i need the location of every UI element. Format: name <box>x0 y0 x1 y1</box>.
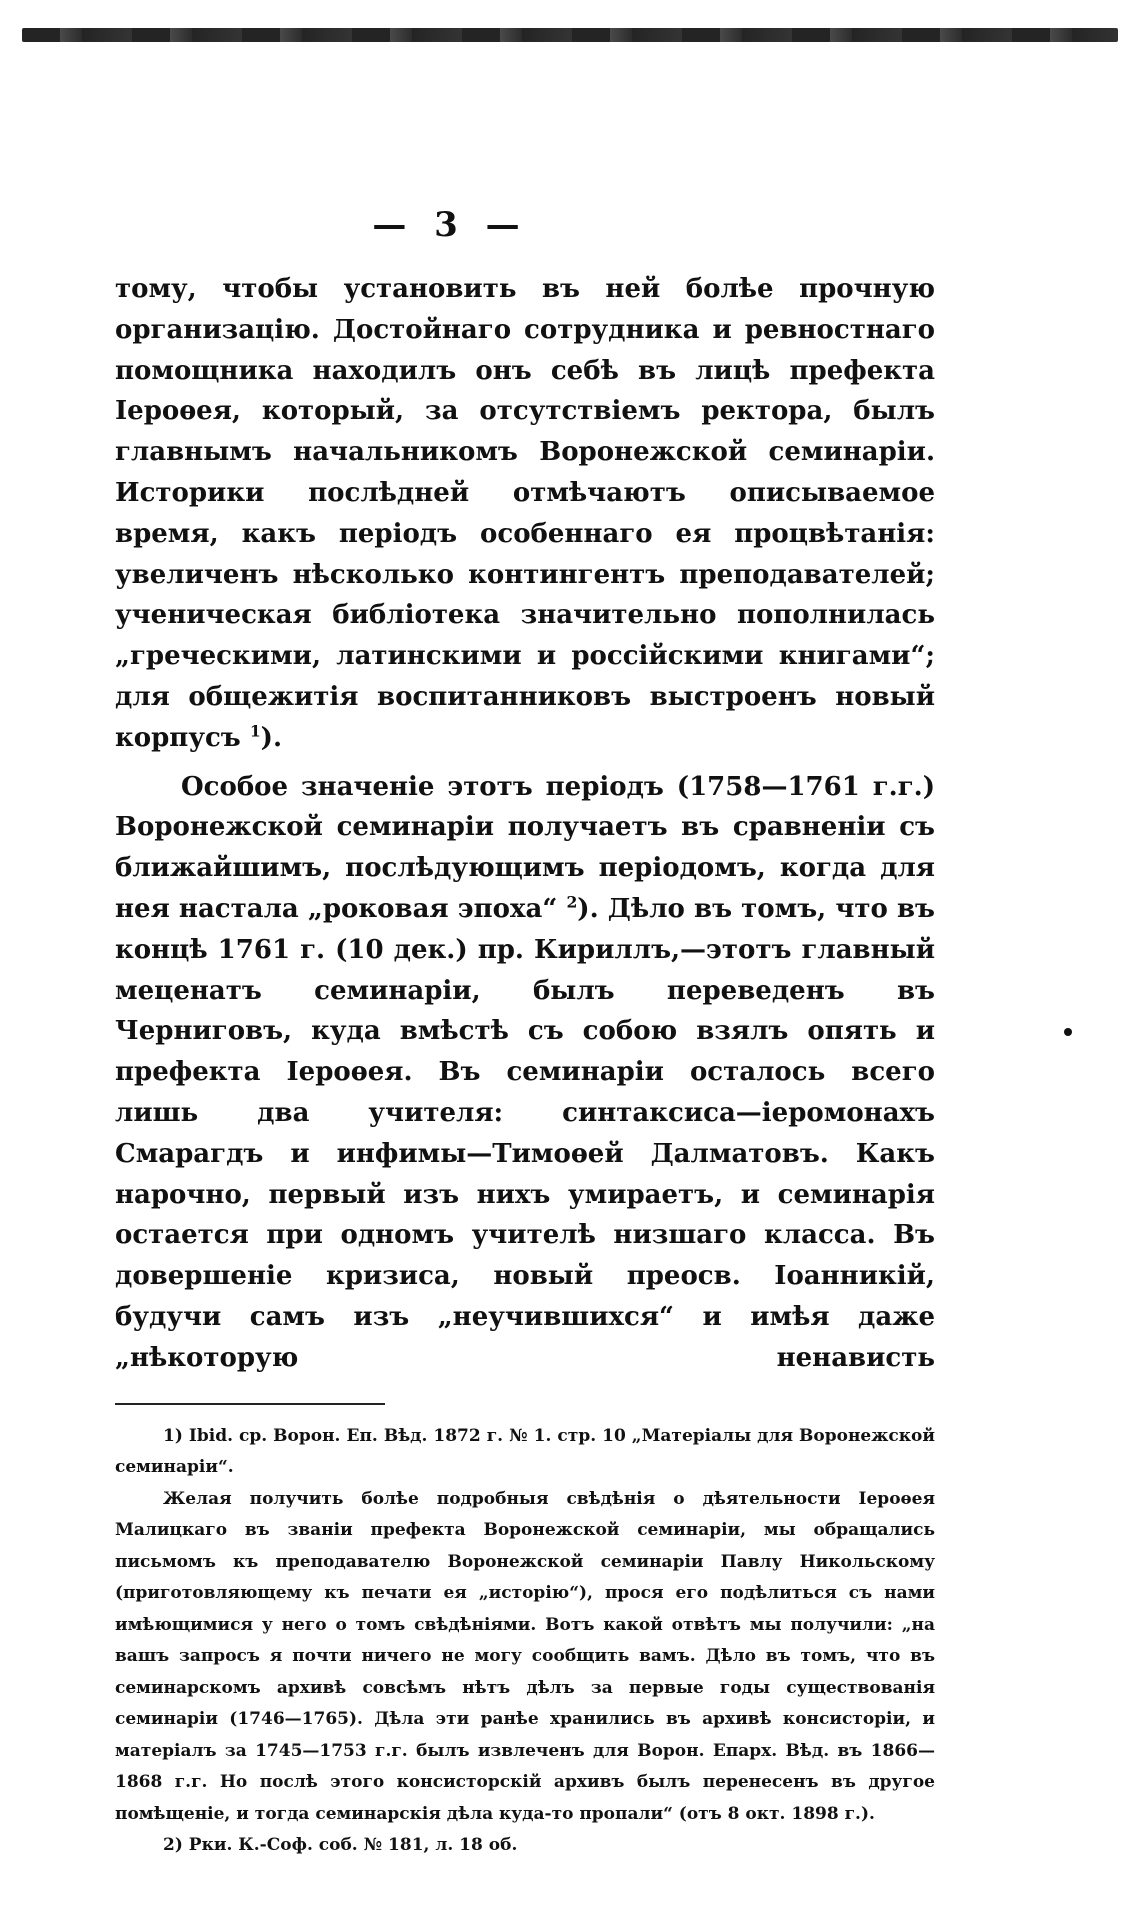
paragraph-1 <box>115 269 935 759</box>
paragraph-1-end: ). <box>260 722 283 753</box>
footnote-2-text: Рки. К.-Соф. соб. № 181, л. 18 об. <box>188 1835 518 1856</box>
paragraph-1-text: тому, чтобы установить въ ней болѣе прочную организацію. Достойнаго сотрудника и ревностнаго помощника находилъ онъ себѣ въ лицѣ префекта Іероѳея, который, за отсутствіемъ ректора, былъ главнымъ начальникомъ Воронежской семинаріи. Историки послѣдней отмѣчаютъ описываемое время, какъ періодъ особеннаго ея процвѣтанія: увеличенъ нѣсколько контингентъ преподавателей; ученическая библіотека значительно пополнилась „греческими, латинскими и россійскими книгами“; для общежитія воспитанниковъ выстроенъ новый корпусъ <box>115 274 935 753</box>
footnote-1-marker: 1) <box>163 1425 183 1446</box>
footnote-1-citation <box>115 1421 935 1484</box>
top-border-rule <box>22 28 1118 42</box>
footnote-ref-2: 2 <box>566 892 578 912</box>
footnote-2 <box>115 1830 935 1862</box>
margin-ink-dot <box>1064 1028 1072 1036</box>
footnote-divider <box>115 1403 385 1405</box>
footnote-2-marker: 2) <box>163 1835 183 1856</box>
paragraph-2 <box>115 767 935 1379</box>
footnote-1-citation-text: Ibid. ср. Ворон. Еп. Вѣд. 1872 г. № 1. стр. 10 „Матеріалы для Воронежской семинаріи“. <box>115 1425 935 1478</box>
footnote-ref-1: 1 <box>249 721 261 741</box>
paragraph-2-text-a: Особое значеніе этотъ періодъ (1758—1761 г.г.) Воронежской семинаріи получаетъ въ сравненіи съ ближайшимъ, послѣдующимъ періодомъ, когда для нея настала „роковая эпоха“ <box>115 771 935 924</box>
paragraph-2-text-b: ). Дѣло въ томъ, что въ концѣ 1761 г. (10 дек.) пр. Кириллъ,—этотъ главный меценатъ семинаріи, былъ переведенъ въ Черниговъ, куда вмѣстѣ съ собою взялъ опять и префекта Іероѳея. Въ семинаріи осталось всего лишь два учителя: синтаксиса—іеромонахъ Смарагдъ и инфимы—Тимоѳей Далматовъ. Какъ нарочно, первый изъ нихъ умираетъ, и семинарія остается при одномъ учителѣ низшаго класса. Въ довершеніе кризиса, новый преосв. Іоанникій, будучи самъ изъ „неучившихся“ и имѣя даже „нѣкоторую ненависть <box>115 893 935 1373</box>
footnote-1-body: Желая получить болѣе подробныя свѣдѣнія о дѣятельности Іероѳея Малицкаго въ званіи префекта Воронежской семинаріи, мы обращались письмомъ къ преподавателю Воронежской семинаріи Павлу Никольскому (приготовляющему къ печати ея „исторію“), прося его подѣлиться съ нами имѣющимися у него о томъ свѣдѣніями. Вотъ какой отвѣтъ мы получили: „на вашъ запросъ я почти ничего не могу сообщить вамъ. Дѣло въ томъ, что въ семинарскомъ архивѣ совсѣмъ нѣтъ дѣлъ за первые годы существованія семинаріи (1746—1765). Дѣла эти ранѣе хранились въ архивѣ консисторіи, и матеріалъ за 1745—1753 г.г. былъ извлеченъ для Ворон. Епарх. Вѣд. въ 1866—1868 г.г. Но послѣ этого консисторскій архивъ былъ перенесенъ въ другое помѣщеніе, и тогда семинарскія дѣла куда-то пропали“ (отъ 8 окт. 1898 г.). <box>115 1488 935 1824</box>
page-content <box>115 205 935 1862</box>
page-number: — 3 — <box>372 205 528 245</box>
